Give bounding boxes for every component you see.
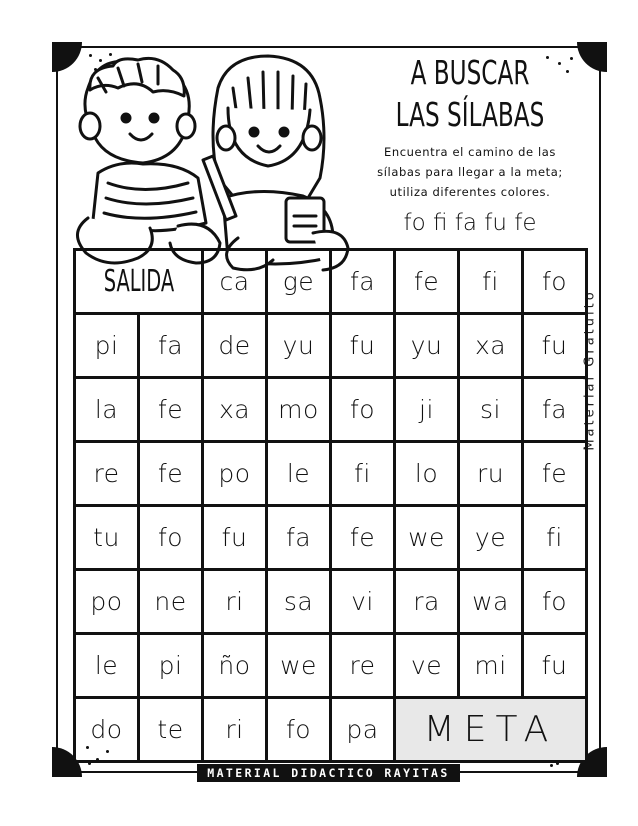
grid-cell[interactable]: fa xyxy=(140,315,204,379)
grid-cell[interactable]: fo xyxy=(140,507,204,571)
grid-cell[interactable]: wa xyxy=(460,571,524,635)
grid-row xyxy=(76,443,588,507)
title-line-2: LAS SÍLABAS xyxy=(395,95,545,134)
instructions-line-3: utiliza diferentes colores. xyxy=(389,185,551,199)
grid-cell[interactable]: fe xyxy=(524,443,588,507)
grid-cell[interactable]: fi xyxy=(524,507,588,571)
grid-cell[interactable]: la xyxy=(76,379,140,443)
grid-cell[interactable]: re xyxy=(76,443,140,507)
grid-cell[interactable]: ne xyxy=(140,571,204,635)
grid-cell[interactable]: xa xyxy=(204,379,268,443)
grid-cell[interactable]: fe xyxy=(140,379,204,443)
grid-cell[interactable]: pi xyxy=(76,315,140,379)
grid-cell[interactable]: we xyxy=(268,635,332,699)
grid-cell[interactable]: ca xyxy=(204,251,268,315)
grid-cell[interactable]: ra xyxy=(396,571,460,635)
grid-row xyxy=(76,571,588,635)
grid-cell[interactable]: fu xyxy=(204,507,268,571)
grid-cell[interactable]: ye xyxy=(460,507,524,571)
grid-cell[interactable]: ri xyxy=(204,699,268,763)
grid-row xyxy=(76,315,588,379)
grid-cell[interactable]: lo xyxy=(396,443,460,507)
page-title xyxy=(392,52,548,136)
start-cell[interactable]: SALIDA xyxy=(76,251,204,315)
grid-cell[interactable]: fe xyxy=(396,251,460,315)
grid-row xyxy=(76,251,588,315)
grid-cell[interactable]: ño xyxy=(204,635,268,699)
grid-row xyxy=(76,379,588,443)
grid-cell[interactable]: fu xyxy=(524,315,588,379)
syllable-grid xyxy=(73,248,588,763)
grid-cell[interactable]: fu xyxy=(332,315,396,379)
instructions-line-2: sílabas para llegar a la meta; xyxy=(377,165,563,179)
grid-row xyxy=(76,507,588,571)
grid-cell[interactable]: po xyxy=(76,571,140,635)
side-label-text: Material Gratuito xyxy=(582,289,598,451)
grid-cell[interactable]: si xyxy=(460,379,524,443)
grid-cell[interactable]: yu xyxy=(396,315,460,379)
grid-cell[interactable]: fa xyxy=(524,379,588,443)
grid-cell[interactable]: de xyxy=(204,315,268,379)
grid-cell[interactable]: vi xyxy=(332,571,396,635)
grid-cell[interactable]: tu xyxy=(76,507,140,571)
grid-cell[interactable]: ru xyxy=(460,443,524,507)
grid-cell[interactable]: fo xyxy=(332,379,396,443)
grid-cell[interactable]: fa xyxy=(332,251,396,315)
grid-row xyxy=(76,699,588,763)
grid-cell[interactable]: fe xyxy=(140,443,204,507)
grid-cell[interactable]: fi xyxy=(332,443,396,507)
instructions xyxy=(370,142,570,202)
instructions-line-1: Encuentra el camino de las xyxy=(383,145,556,159)
grid-cell[interactable]: fa xyxy=(268,507,332,571)
grid-cell[interactable]: le xyxy=(76,635,140,699)
grid-cell[interactable]: re xyxy=(332,635,396,699)
grid-cell[interactable]: fo xyxy=(524,251,588,315)
grid-cell[interactable]: po xyxy=(204,443,268,507)
grid-cell[interactable]: fi xyxy=(460,251,524,315)
grid-row xyxy=(76,635,588,699)
grid-cell[interactable]: te xyxy=(140,699,204,763)
title-line-1: A BUSCAR xyxy=(410,53,530,92)
grid-cell[interactable]: mo xyxy=(268,379,332,443)
grid-cell[interactable]: sa xyxy=(268,571,332,635)
grid-cell[interactable]: ve xyxy=(396,635,460,699)
grid-cell[interactable]: fo xyxy=(524,571,588,635)
grid-cell[interactable]: ji xyxy=(396,379,460,443)
grid-cell[interactable]: fe xyxy=(332,507,396,571)
grid-cell[interactable]: ge xyxy=(268,251,332,315)
grid-cell[interactable]: pa xyxy=(332,699,396,763)
grid-cell[interactable]: yu xyxy=(268,315,332,379)
grid-cell[interactable]: we xyxy=(396,507,460,571)
grid-cell[interactable]: ri xyxy=(204,571,268,635)
target-syllables: fo fi fa fu fe xyxy=(403,210,537,236)
grid-cell[interactable]: pi xyxy=(140,635,204,699)
children-illustration xyxy=(58,48,358,273)
grid-cell[interactable]: mi xyxy=(460,635,524,699)
grid-cell[interactable]: le xyxy=(268,443,332,507)
goal-cell[interactable]: META xyxy=(396,699,588,763)
grid-cell[interactable]: do xyxy=(76,699,140,763)
footer-banner: MATERIAL DIDACTICO RAYITAS xyxy=(197,764,460,782)
grid-cell[interactable]: fu xyxy=(524,635,588,699)
grid-cell[interactable]: fo xyxy=(268,699,332,763)
grid-cell[interactable]: xa xyxy=(460,315,524,379)
